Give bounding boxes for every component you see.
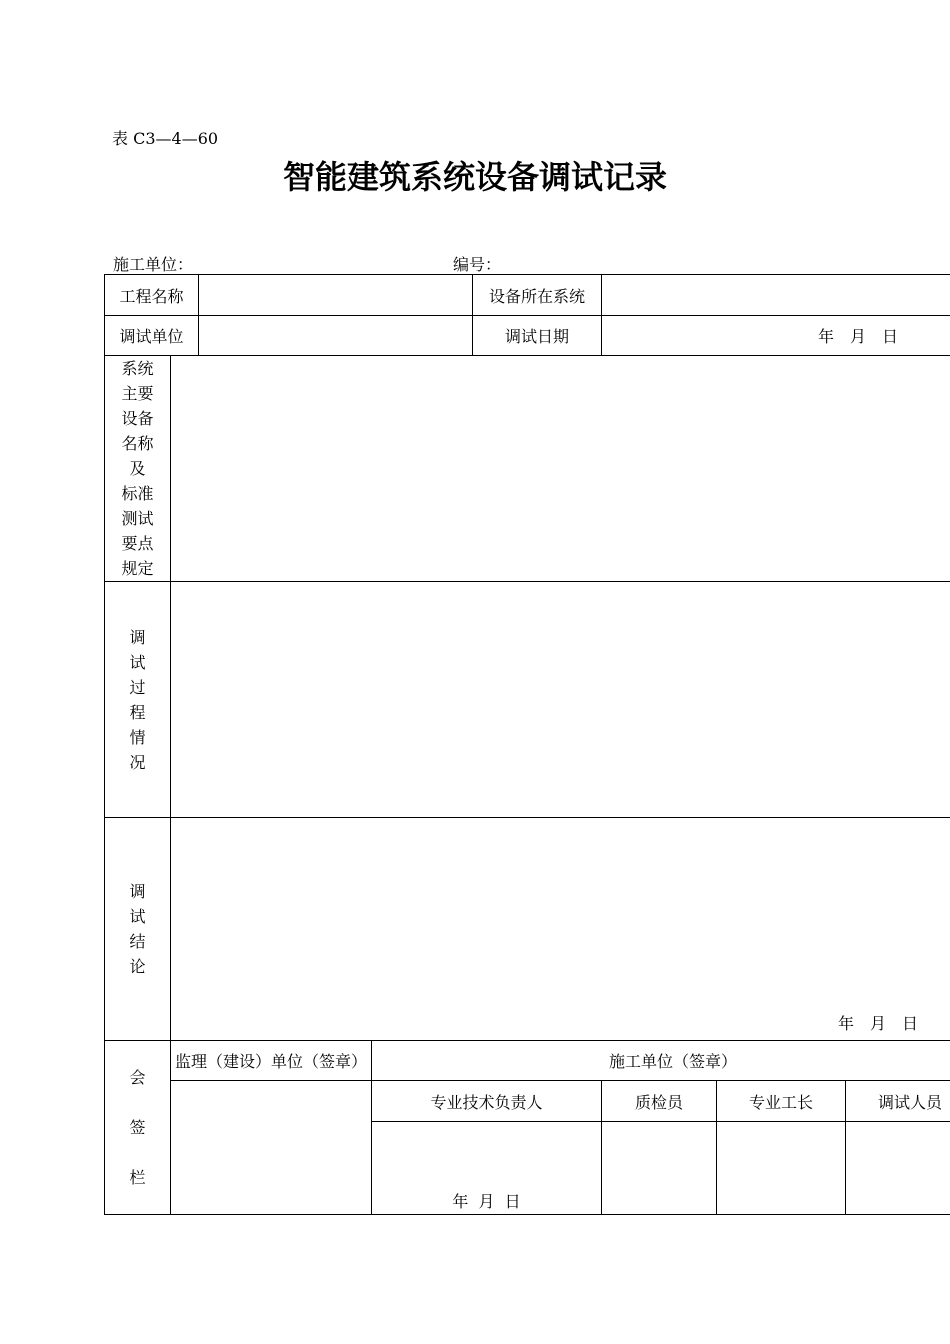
construction-unit-label: 施工单位：	[113, 255, 194, 274]
project-name-label: 工程名称	[105, 275, 199, 316]
process-row	[105, 582, 950, 818]
supervisor-sign-field[interactable]	[171, 1081, 372, 1215]
countersign-header-row	[105, 1041, 950, 1081]
process-label	[105, 582, 171, 818]
conclusion-field[interactable]	[171, 818, 950, 1041]
main-equipment-label	[105, 356, 171, 582]
tester-sign-field[interactable]	[846, 1122, 950, 1215]
main-equipment-field[interactable]	[171, 356, 950, 582]
label-line: 试	[129, 652, 146, 672]
main-equipment-row	[105, 356, 950, 582]
label-line: 试	[129, 907, 146, 926]
label-line: 论	[129, 957, 146, 976]
label-line: 主要	[121, 384, 154, 403]
contractor-label: 施工单位（签章）	[372, 1041, 950, 1081]
label-line: 结	[129, 932, 146, 951]
tech-lead-label: 专业技术负责人	[372, 1081, 602, 1122]
serial-number-label: 编号：	[453, 255, 502, 274]
project-name-field[interactable]	[199, 275, 473, 316]
countersign-roles-row	[105, 1081, 950, 1122]
test-unit-row	[105, 316, 950, 356]
supervisor-label: 监理（建设）单位（签章）	[171, 1041, 372, 1081]
foreman-sign-field[interactable]	[717, 1122, 846, 1215]
label-line: 规定	[121, 559, 154, 578]
foreman-label: 专业工长	[717, 1081, 846, 1122]
system-field[interactable]	[602, 275, 950, 316]
label-line: 标准	[121, 484, 154, 503]
inspector-sign-field[interactable]	[602, 1122, 717, 1215]
conclusion-date: 年 月 日	[838, 1014, 919, 1033]
tester-label: 调试人员	[846, 1081, 950, 1122]
label-line: 调	[129, 627, 146, 647]
label-line: 况	[129, 752, 146, 772]
form-code: 表 C3—4—60	[112, 129, 219, 148]
label-line: 签	[129, 1117, 146, 1137]
system-label: 设备所在系统	[473, 275, 602, 316]
label-line: 测试	[121, 509, 154, 528]
debug-record-table	[104, 274, 950, 1215]
label-line: 程	[129, 702, 146, 722]
label-line: 过	[129, 677, 146, 697]
test-date-field[interactable]: 年 月 日	[602, 316, 950, 356]
label-line: 情	[129, 727, 146, 747]
inspector-label: 质检员	[602, 1081, 717, 1122]
label-line: 会	[129, 1067, 146, 1087]
label-line: 名称	[121, 434, 154, 453]
label-line: 设备	[121, 409, 154, 428]
label-line: 调	[129, 882, 146, 901]
label-line: 要点	[121, 534, 154, 553]
project-row	[105, 275, 950, 316]
countersign-label	[105, 1041, 171, 1215]
process-field[interactable]	[171, 582, 950, 818]
sign-date: 年 月 日	[452, 1192, 521, 1211]
conclusion-label	[105, 818, 171, 1041]
test-unit-field[interactable]	[199, 316, 473, 356]
tech-lead-sign-field[interactable]	[372, 1122, 602, 1215]
label-line: 系统	[121, 359, 154, 378]
test-date-label: 调试日期	[473, 316, 602, 356]
page-title: 智能建筑系统设备调试记录	[282, 158, 667, 196]
test-unit-label: 调试单位	[105, 316, 199, 356]
label-line: 栏	[129, 1167, 146, 1187]
label-line: 及	[129, 459, 146, 478]
conclusion-row	[105, 818, 950, 1041]
